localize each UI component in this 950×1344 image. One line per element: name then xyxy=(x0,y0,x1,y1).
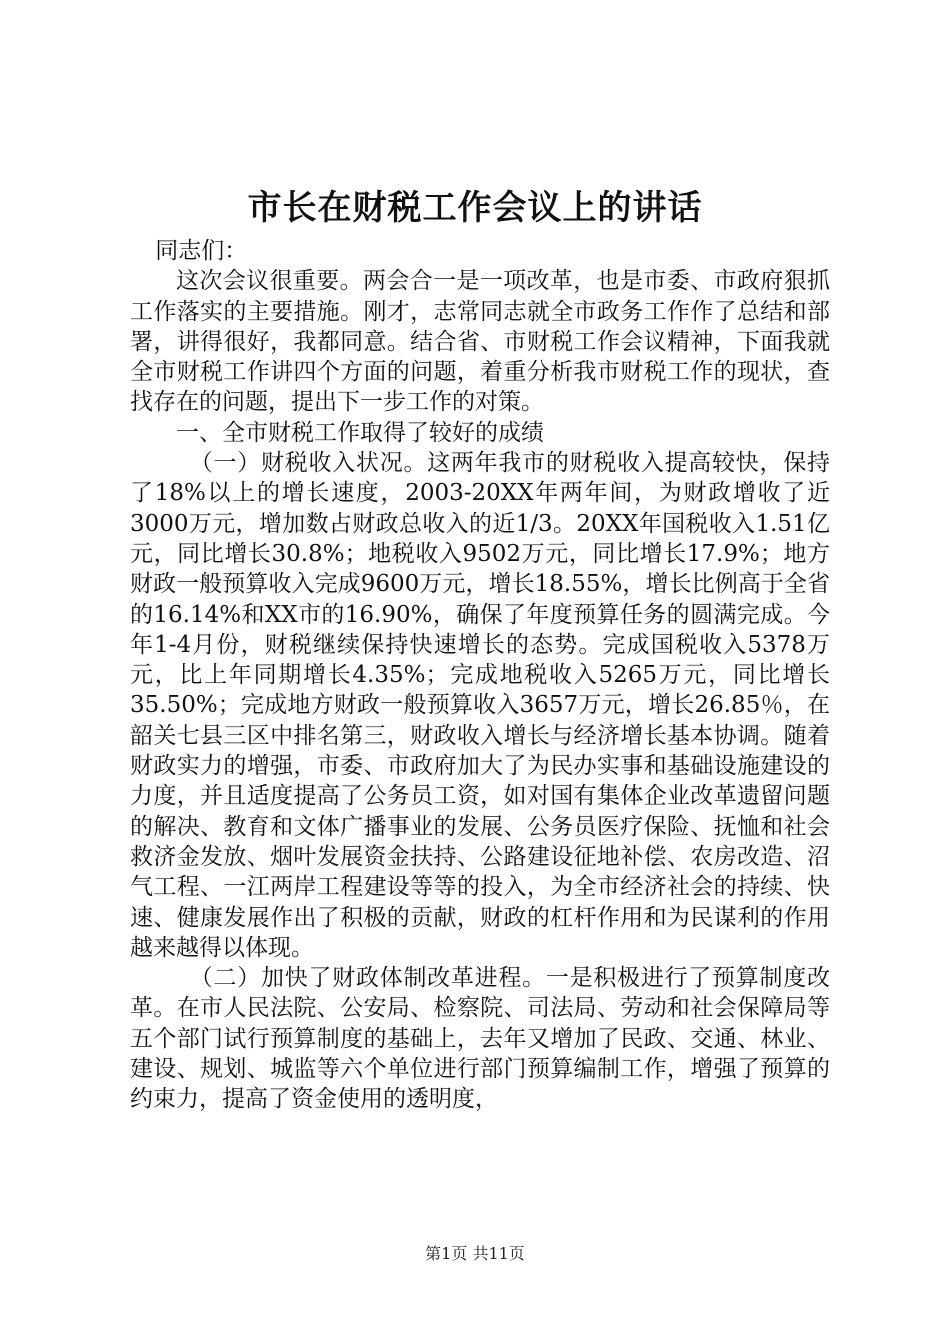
page-footer: 第1页 共11页 xyxy=(425,1244,525,1263)
document-title: 市长在财税工作会议上的讲话 xyxy=(247,188,703,228)
paragraph-revenue: （一）财税收入状况。这两年我市的财税收入提高较快，保持了18%以上的增长速度，2003-20XX年两年间，为财政增收了近3000万元，增加数占财政总收入的近1/3。20XX年国税收入1.51亿元，同比增长30.8%；地税收入9502万元，同比增长17.9%；地方财政一般预算收入完成9600万元，增长18.55%，增长比例高于全省的16.14%和XX市的16.90%，确保了年度预算任务的圆满完成。今年1-4月份，财税继续保持快速增长的态势。完成国税收入5378万元，比上年同期增长4.35%；完成地税收入5265万元，同比增长35.50%；完成地方财政一般预算收入3657万元，增长26.85％，在韶关七县三区中排名第三，财政收入增长与经济增长基本协调。随着财政实力的增强，市委、市政府加大了为民办实事和基础设施建设的力度，并且适度提高了公务员工资，如对国有集体企业改革遗留问题的解决、教育和文体广播事业的发展、公务员医疗保险、抚恤和社会救济金发放、烟叶发展资金扶持、公路建设征地补偿、农房改造、沼气工程、一江两岸工程建设等等的投入，为全市经济社会的持续、快速、健康发展作出了积极的贡献，财政的杠杆作用和为民谋利的作用越来越得以体现。 xyxy=(130,450,830,961)
salutation: 同志们： xyxy=(155,238,248,264)
paragraph-reform: （二）加快了财政体制改革进程。一是积极进行了预算制度改革。在市人民法院、公安局、检察院、司法局、劳动和社会保障局等五个部门试行预算制度的基础上，去年又增加了民政、交通、林业、建设、规划、城监等六个单位进行部门预算编制工作，增强了预算的约束力，提高了资金使用的透明度， xyxy=(130,965,830,1113)
section-heading-1: 一、全市财税工作取得了较好的成绩 xyxy=(176,419,544,446)
paragraph-intro: 这次会议很重要。两会合一是一项改革，也是市委、市政府狠抓工作落实的主要措施。刚才，志常同志就全市政务工作作了总结和部署，讲得很好，我都同意。结合省、市财税工作会议精神，下面我就全市财税工作讲四个方面的问题，着重分析我市财税工作的现状，查找存在的问题，提出下一步工作的对策。 xyxy=(130,268,830,416)
document-body xyxy=(130,236,830,1115)
